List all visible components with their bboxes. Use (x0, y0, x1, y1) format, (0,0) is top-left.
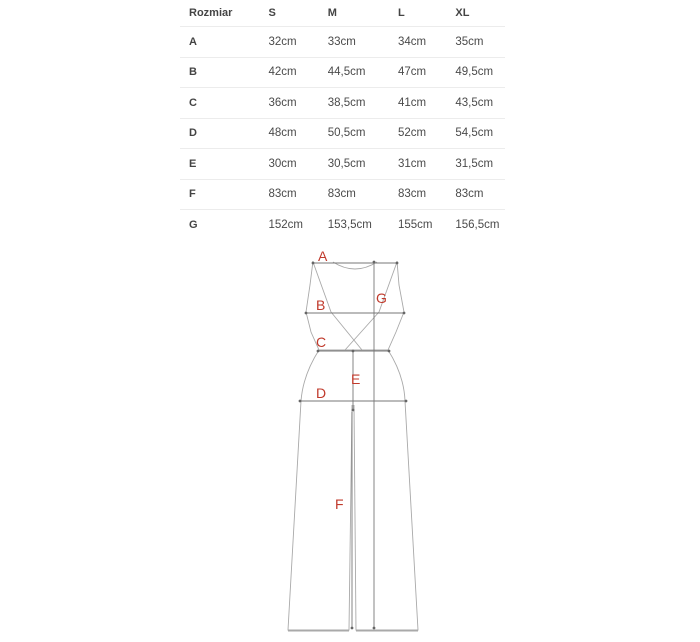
measure-point (405, 400, 408, 403)
table-cell: 34cm (398, 27, 455, 58)
measure-label-e: E (351, 371, 361, 387)
left-leg-outline (288, 401, 352, 630)
measure-point (373, 627, 376, 630)
measure-point (352, 409, 355, 412)
table-cell: 156,5cm (455, 210, 505, 240)
table-cell: 50,5cm (328, 118, 398, 149)
header-size: Rozmiar (189, 7, 233, 19)
header-l: L (397, 7, 405, 19)
measure-point (388, 350, 391, 353)
measure-point (352, 350, 355, 353)
measure-label-g: G (376, 290, 387, 306)
table-cell: 83cm (328, 179, 398, 210)
table-cell: 30,5cm (328, 149, 398, 180)
jumpsuit-outline (288, 261, 418, 631)
row-label: E (180, 149, 268, 180)
row-label: G (180, 210, 268, 240)
right-leg-outline (354, 401, 418, 630)
table-cell: 54,5cm (455, 118, 505, 149)
measure-label-f: F (335, 496, 344, 512)
measure-point (403, 312, 406, 315)
table-cell: 41cm (398, 88, 455, 119)
row-label: F (180, 179, 268, 210)
table-cell: 52cm (398, 118, 455, 149)
table-cell: 152cm (268, 210, 327, 240)
measurement-lines (299, 261, 408, 630)
measure-point (373, 261, 376, 264)
measure-point (317, 350, 320, 353)
measure-label-a: A (318, 248, 328, 264)
measure-label-b: B (316, 297, 326, 313)
table-cell: 83cm (268, 179, 327, 210)
table-cell: 44,5cm (328, 57, 398, 88)
measure-point (305, 312, 308, 315)
row-label: A (180, 27, 268, 58)
table-cell: 35cm (455, 27, 505, 58)
measure-point (299, 400, 302, 403)
wrap-line-left (331, 312, 362, 350)
row-label: C (180, 88, 268, 119)
table-cell: 153,5cm (328, 210, 398, 240)
table-cell: 83cm (455, 179, 505, 210)
table-cell: 47cm (398, 57, 455, 88)
table-cell: 33cm (328, 27, 398, 58)
table-cell: 36cm (268, 88, 327, 119)
table-cell: 155cm (398, 210, 455, 240)
row-label: D (180, 118, 268, 149)
measure-point (396, 262, 399, 265)
measure-point (312, 262, 315, 265)
table-cell: 83cm (398, 179, 455, 210)
header-s: S (268, 7, 276, 19)
header-m: M (327, 7, 337, 19)
table-cell: 43,5cm (455, 88, 505, 119)
row-label: B (180, 57, 268, 88)
header-xl: XL (455, 7, 470, 19)
table-cell: 48cm (268, 118, 327, 149)
table-cell: 32cm (268, 27, 327, 58)
table-cell: 38,5cm (328, 88, 398, 119)
table-cell: 31cm (398, 149, 455, 180)
table-cell: 42cm (268, 57, 327, 88)
table-cell: 31,5cm (455, 149, 505, 180)
table-cell: 30cm (268, 149, 327, 180)
table-cell: 49,5cm (455, 57, 505, 88)
measure-label-c: C (316, 334, 327, 350)
measure-point (351, 627, 354, 630)
measure-label-d: D (316, 385, 327, 401)
